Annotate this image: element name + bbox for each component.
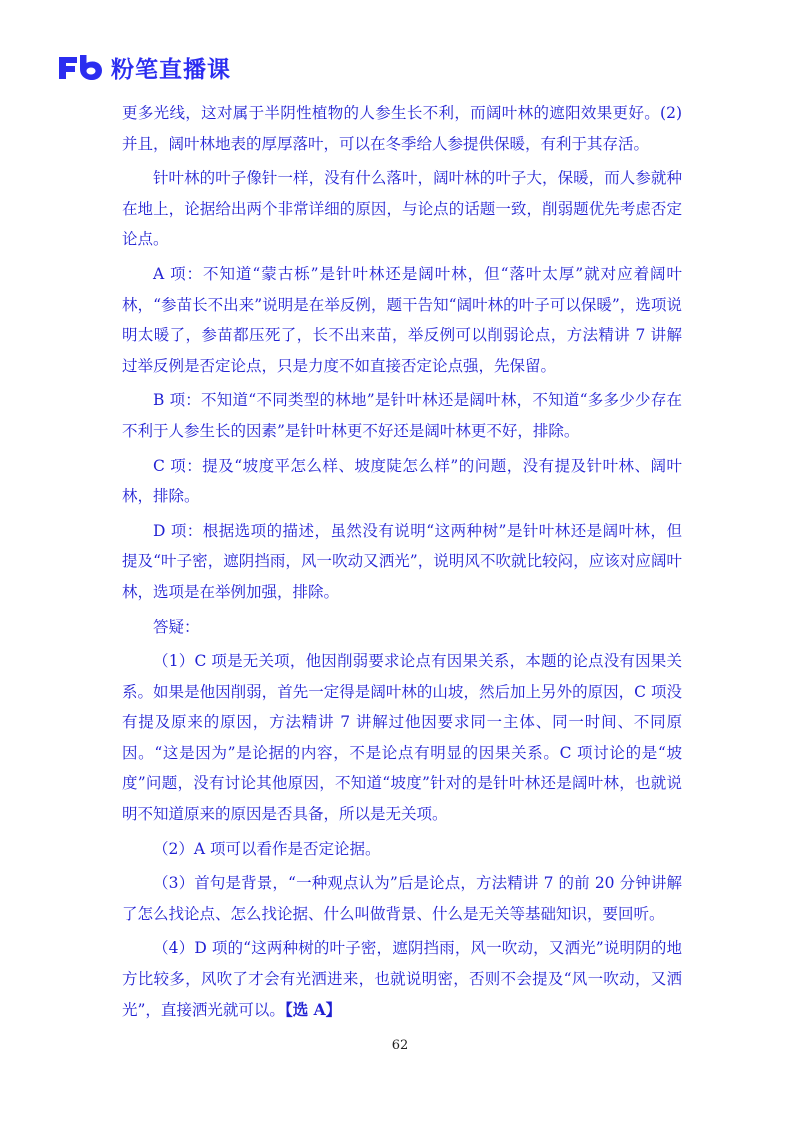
document-body [122, 98, 682, 1029]
page-header [57, 50, 231, 84]
paragraph-option-c: C 项：提及“坡度平怎么样、坡度陡怎么样”的问题，没有提及针叶林、阔叶林，排除。 [122, 456, 682, 506]
paragraph-option-b: B 项：不知道“不同类型的林地”是针叶林还是阔叶林，不知道“多多少少存在不利于人参生长的因素”是针叶林更不好还是阔叶林更不好，排除。 [122, 391, 682, 440]
paragraph-qa-2: （2）A 项可以看作是否定论据。 [153, 839, 381, 858]
paragraph-qa-3: （3）首句是背景，“一种观点认为”后是论点，方法精讲 7 的前 20 分钟讲解了怎么找论点、怎么找论据、什么叫做背景、什么是无关等基础知识，要回听。 [122, 874, 682, 923]
fb-logo-icon [57, 53, 103, 81]
paragraph-qa-heading: 答疑： [153, 617, 200, 636]
answer-label: 【选 A】 [284, 999, 342, 1019]
paragraph-option-a: A 项：不知道“蒙古栎”是针叶林还是阔叶林，但“落叶太厚”就对应着阔叶林，“参苗长不出来”说明是在举反例，题干告知“阔叶林的叶子可以保暖”，选项说明太暖了，参苗都压死了，长不出来苗，举反例可以削弱论点，方法精讲 7 讲解过举反例是否定论点，只是力度不如直接否定论点强，先保留。 [122, 264, 682, 375]
brand-name: 粉笔直播课 [111, 56, 231, 83]
page-number: 62 [391, 1038, 409, 1053]
paragraph-analysis: 针叶林的叶子像针一样，没有什么落叶，阔叶林的叶子大，保暖，而人参就种在地上，论据给出两个非常详细的原因，与论点的话题一致，削弱题优先考虑否定论点。 [122, 169, 682, 249]
paragraph-option-d: D 项：根据选项的描述，虽然没有说明“这两种树”是针叶林还是阔叶林，但提及“叶子密，遮阴挡雨，风一吹动又洒光”，说明风不吹就比较闷，应该对应阔叶林，选项是在举例加强，排除。 [122, 521, 682, 601]
paragraph-continuation: 更多光线，这对属于半阴性植物的人参生长不利，而阔叶林的遮阳效果更好。(2)并且，阔叶林地表的厚厚落叶，可以在冬季给人参提供保暖，有利于其存活。 [122, 104, 682, 153]
paragraph-qa-1: （1）C 项是无关项，他因削弱要求论点有因果关系，本题的论点没有因果关系。如果是他因削弱，首先一定得是阔叶林的山坡，然后加上另外的原因，C 项没有提及原来的原因，方法精讲 7 讲解过他因要求同一主体、同一时间、不同原因。“这是因为”是论据的内容，不是论点有明显的因果关系。C 项讨论的是“坡度”问题，没有讨论其他原因，不知道“坡度”针对的是针叶林还是阔叶林，也就说明不知道原来的原因是否具备，所以是无关项。 [122, 652, 682, 824]
paragraph-qa-4 [122, 933, 682, 1025]
paragraph-qa-4-text: （4）D 项的“这两种树的叶子密，遮阴挡雨，风一吹动，又洒光”说明阴的地方比较多，风吹了才会有光洒进来，也就说明密，否则不会提及“风一吹动，又洒光”，直接洒光就可以。 [122, 939, 682, 1019]
